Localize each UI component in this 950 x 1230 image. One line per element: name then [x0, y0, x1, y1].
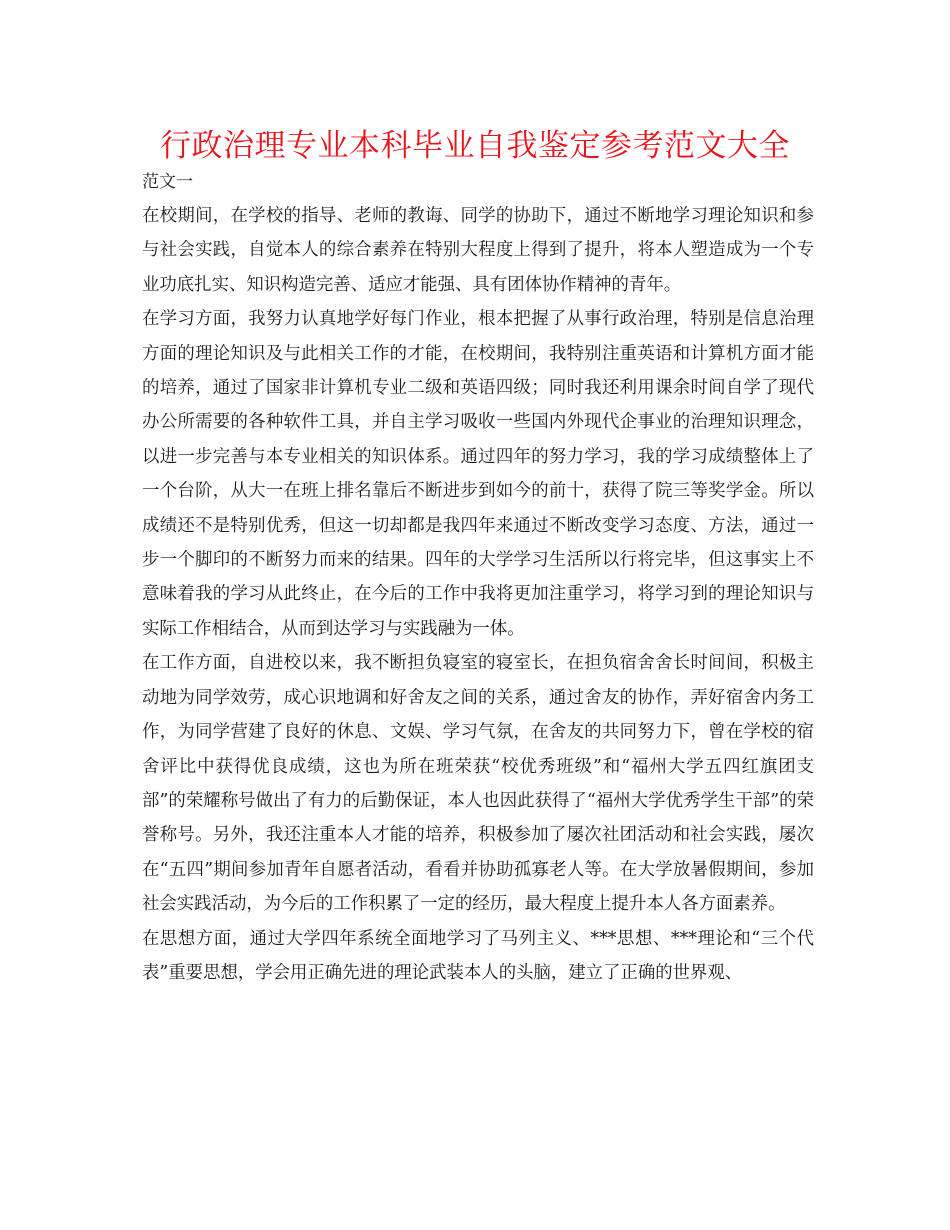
document-body	[142, 199, 814, 990]
paragraph-4: 在思想方面，通过大学四年系统全面地学习了马列主义、***思想、***理论和“三个代表”重要思想，学会用正确先进的理论武装本人的头脑，建立了正确的世界观、	[142, 928, 814, 983]
paragraph-1: 在校期间，在学校的指导、老师的教诲、同学的协助下，通过不断地学习理论知识和参与社会实践，自觉本人的综合素养在特别大程度上得到了提升，将本人塑造成为一个专业功底扎实、知识构造完善、适应才能强、具有团体协作精神的青年。	[142, 206, 814, 295]
document-title: 行政治理专业本科毕业自我鉴定参考范文大全	[160, 128, 790, 164]
paragraph-3: 在工作方面，自进校以来，我不断担负寝室的寝室长，在担负宿舍舍长时间间，积极主动地为同学效劳，成心识地调和好舍友之间的关系，通过舍友的协作，弄好宿舍内务工作，为同学营建了良好的休息、文娱、学习气氛，在舍友的共同努力下，曾在学校的宿舍评比中获得优良成绩，这也为所在班荣获“校优秀班级”和“福州大学五四红旗团支部”的荣耀称号做出了有力的后勤保证，本人也因此获得了“福州大学优秀学生干部”的荣誉称号。另外，我还注重本人才能的培养，积极参加了屡次社团活动和社会实践，屡次在“五四”期间参加青年自愿者活动，看看并协助孤寡老人等。在大学放暑假期间，参加社会实践活动，为今后的工作积累了一定的经历，最大程度上提升本人各方面素养。	[142, 653, 814, 915]
paragraph-2: 在学习方面，我努力认真地学好每门作业，根本把握了从事行政治理，特别是信息治理方面的理论知识及与此相关工作的才能，在校期间，我特别注重英语和计算机方面才能的培养，通过了国家非计算机专业二级和英语四级；同时我还利用课余时间自学了现代办公所需要的各种软件工具，并自主学习吸收一些国内外现代企事业的治理知识理念，以进一步完善与本专业相关的知识体系。通过四年的努力学习，我的学习成绩整体上了一个台阶，从大一在班上排名靠后不断进步到如今的前十，获得了院三等奖学金。所以成绩还不是特别优秀，但这一切却都是我四年来通过不断改变学习态度、方法，通过一步一个脚印的不断努力而来的结果。四年的大学学习生活所以行将完毕，但这事实上不意味着我的学习从此终止，在今后的工作中我将更加注重学习，将学习到的理论知识与实际工作相结合，从而到达学习与实践融为一体。	[142, 309, 814, 639]
section-label: 范文一	[142, 172, 193, 192]
